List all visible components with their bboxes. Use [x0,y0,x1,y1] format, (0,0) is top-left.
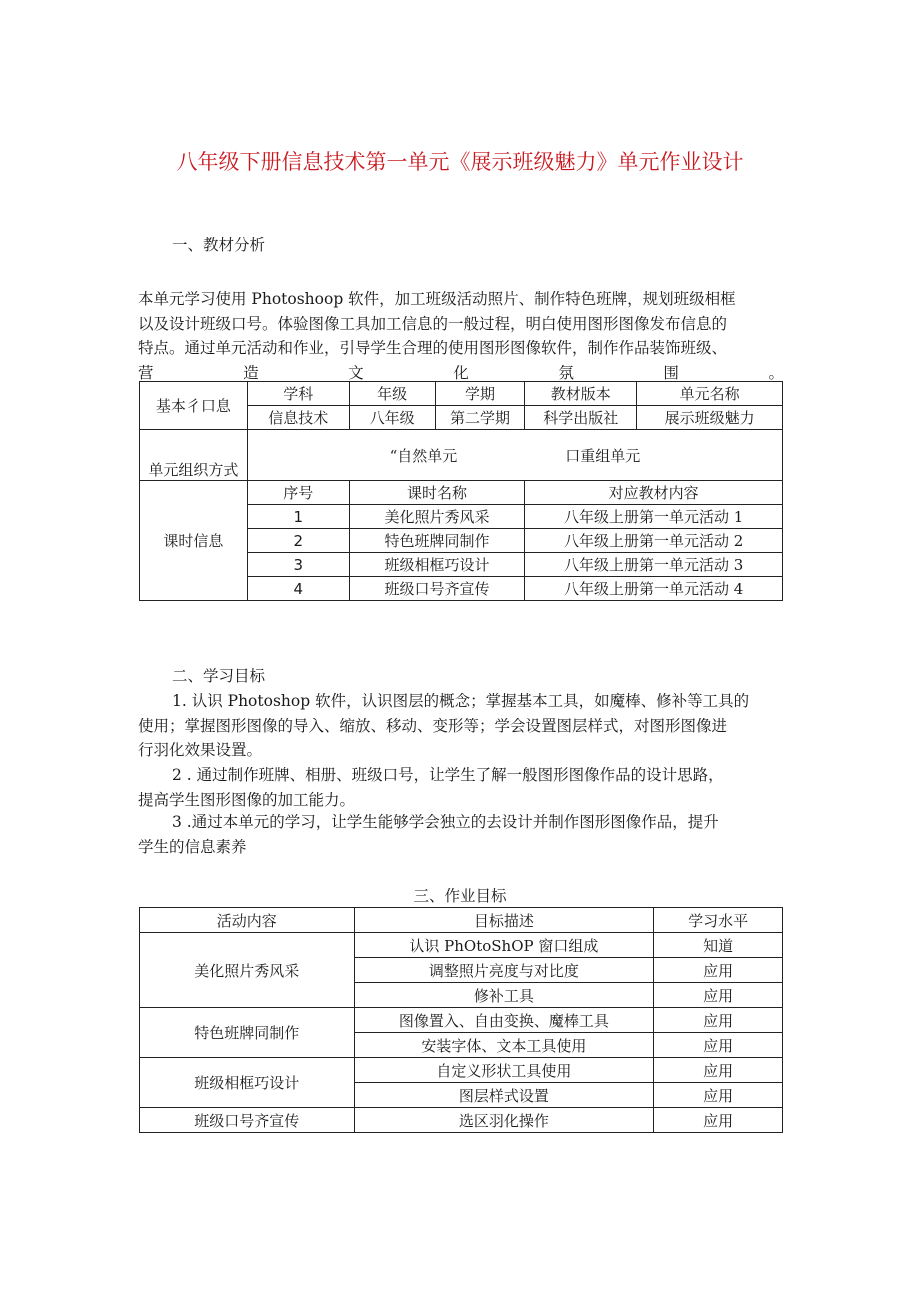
lesson-no: 3 [247,553,349,577]
header-cell: 学习水平 [654,908,783,933]
lesson-header: 课时名称 [349,481,525,505]
value-cell: 科学出版社 [525,406,637,430]
value-cell: 信息技术 [247,406,349,430]
char: 文 [348,363,364,381]
lesson-no: 1 [247,505,349,529]
paragraph-last-line [138,361,784,381]
goal-level: 应用 [654,1033,783,1058]
char: 营 [138,363,154,381]
lesson-name: 美化照片秀风采 [349,505,525,529]
basic-info-label: 基本彳口息 [140,382,248,430]
section1-heading: 一、教材分析 [172,236,266,254]
goal-desc: 选区羽化操作 [354,1108,654,1133]
paragraph-line: 特点。通过单元活动和作业，引导学生合理的使用图形图像软件，制作作品装饰班级、 [138,339,728,357]
header-cell: 教材版本 [525,382,637,406]
lesson-content: 八年级上册第一单元活动 1 [525,505,783,529]
lesson-content: 八年级上册第一单元活动 2 [525,529,783,553]
goal-desc: 图像置入、自由变换、魔棒工具 [354,1008,654,1033]
paragraph-line: 1. 认识 Photoshop 软件，认识图层的概念；掌握基本工具，如魔棒、修补等工具的 [172,692,750,710]
objective-1 [138,689,784,763]
header-cell: 目标描述 [354,908,654,933]
char: 造 [243,363,259,381]
objective-3 [138,810,784,859]
section3-heading: 三、作业目标 [413,887,507,905]
goal-desc: 认识 PhOtoShOP 窗口组成 [354,933,654,958]
goal-desc: 自定义形状工具使用 [354,1058,654,1083]
section2-heading: 二、学习目标 [172,667,266,685]
header-cell: 活动内容 [140,908,355,933]
header-cell: 学科 [247,382,349,406]
org-label: 单元组织方式 [140,430,248,481]
lesson-header: 对应教材内容 [525,481,783,505]
page-title: 八年级下册信息技术第一单元《展示班级魅力》单元作业设计 [176,150,744,174]
objective-2 [138,763,784,812]
lesson-no: 2 [247,529,349,553]
value-cell: 第二学期 [435,406,525,430]
goal-level: 应用 [654,1083,783,1108]
char: 氛 [558,363,574,381]
goal-desc: 修补工具 [354,983,654,1008]
org-option-regroup: 口重组单元 [565,446,641,465]
lesson-name: 班级口号齐宣传 [349,577,525,601]
homework-goals-table [139,907,783,1133]
paragraph-line: 学生的信息素养 [138,837,247,856]
paragraph-line: 本单元学习使用 Photoshoop 软件，加工班级活动照片、制作特色班牌，规划班级相框 [138,290,736,308]
goal-level: 应用 [654,1108,783,1133]
activity-cell: 特色班牌同制作 [140,1008,355,1058]
activity-cell: 班级口号齐宣传 [140,1108,355,1133]
goal-desc: 安装字体、文本工具使用 [354,1033,654,1058]
goal-level: 应用 [654,983,783,1008]
paragraph-line: 提高学生图形图像的加工能力。 [138,790,356,809]
header-cell: 学期 [435,382,525,406]
char: 围 [663,363,679,381]
value-cell: 八年级 [349,406,435,430]
char: 。 [768,363,784,381]
lesson-label: 课时信息 [140,481,248,601]
lesson-name: 班级相框巧设计 [349,553,525,577]
goal-level: 知道 [654,933,783,958]
goal-level: 应用 [654,1008,783,1033]
paragraph-line: 以及设计班级口号。体验图像工具加工信息的一般过程，明白使用图形图像发布信息的 [138,314,728,333]
lesson-name: 特色班牌同制作 [349,529,525,553]
activity-cell: 美化照片秀风采 [140,933,355,1008]
paragraph-line: 3 .通过本单元的学习，让学生能够学会独立的去设计并制作图形图像作品，提升 [172,813,719,831]
header-cell: 年级 [349,382,435,406]
lesson-content: 八年级上册第一单元活动 4 [525,577,783,601]
lesson-content: 八年级上册第一单元活动 3 [525,553,783,577]
lesson-no: 4 [247,577,349,601]
unit-info-table [139,381,783,601]
value-cell: 展示班级魅力 [637,406,783,430]
goal-desc: 图层样式设置 [354,1083,654,1108]
goal-level: 应用 [654,1058,783,1083]
header-cell: 单元名称 [637,382,783,406]
paragraph-line: 行羽化效果设置。 [138,741,263,759]
org-option-natural: “自然单元 [389,446,458,465]
char: 化 [453,363,469,381]
activity-cell: 班级相框巧设计 [140,1058,355,1108]
paragraph-line: 使用；掌握图形图像的导入、缩放、移动、变形等；学会设置图层样式，对图形图像进 [138,716,728,735]
section1-paragraph [138,287,784,381]
goal-level: 应用 [654,958,783,983]
lesson-header: 序号 [247,481,349,505]
goal-desc: 调整照片亮度与对比度 [354,958,654,983]
org-options [247,430,782,481]
paragraph-line: 2 . 通过制作班牌、相册、班级口号，让学生了解一般图形图像作品的设计思路， [172,766,724,784]
